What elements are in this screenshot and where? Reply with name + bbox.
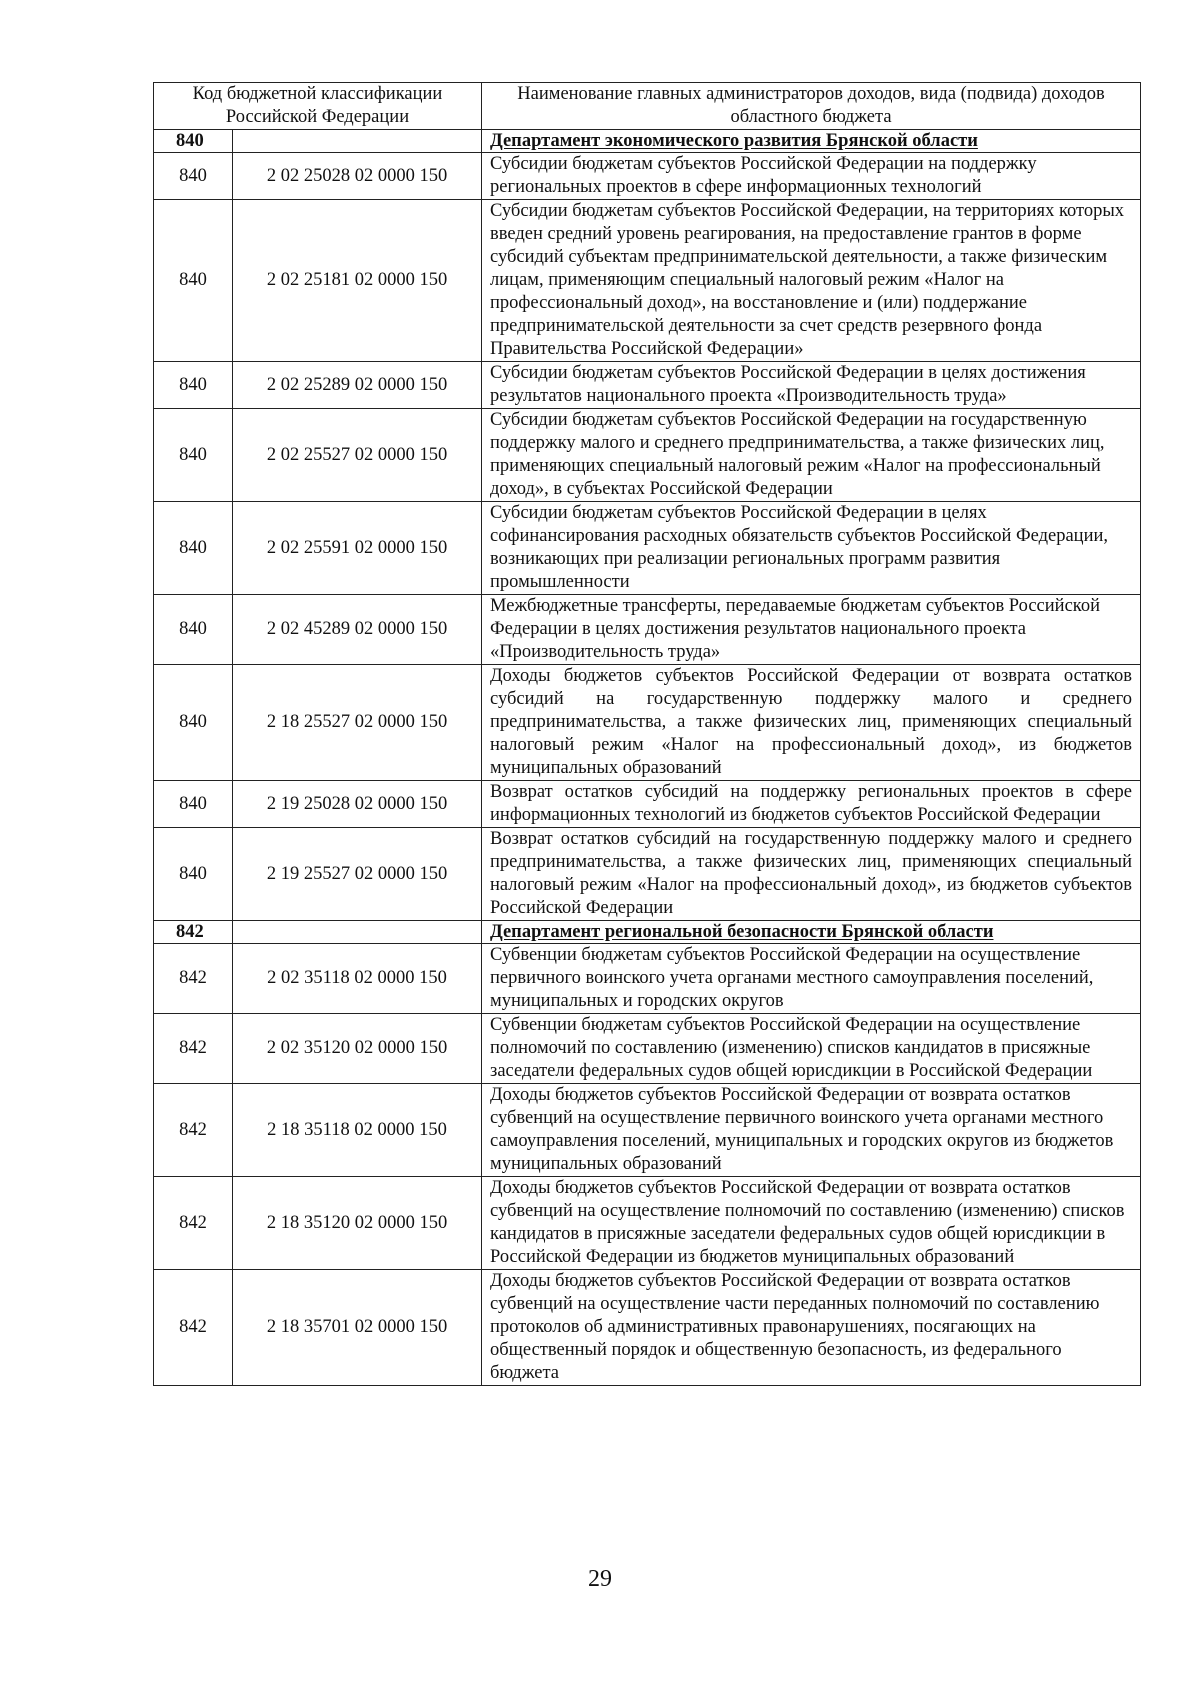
table-row — [154, 944, 1141, 1014]
admin-code-cell: 840 — [154, 153, 233, 200]
table-row — [154, 595, 1141, 665]
budget-code-cell: 2 18 35118 02 0000 150 — [233, 1084, 482, 1177]
table-row — [154, 409, 1141, 502]
admin-code-cell: 840 — [154, 595, 233, 665]
header-code-column: Код бюджетной классификации Российской Федерации — [154, 83, 482, 130]
description-cell: Доходы бюджетов субъектов Российской Федерации от возврата остатков субсидий на государственную поддержку малого и среднего предпринимательства, а также физических лиц, применяющих специальный налоговый режим «Налог на профессиональный доход», из бюджетов муниципальных образований — [482, 665, 1141, 781]
table-row — [154, 362, 1141, 409]
description-cell: Субсидии бюджетам субъектов Российской Федерации в целях софинансирования расходных обязательств субъектов Российской Федерации, возникающих при реализации региональных программ развития промышленности — [482, 502, 1141, 595]
description-cell: Возврат остатков субсидий на поддержку региональных проектов в сфере информационных технологий из бюджетов субъектов Российской Федерации — [482, 781, 1141, 828]
admin-code-cell: 842 — [154, 921, 233, 944]
table-row — [154, 153, 1141, 200]
budget-code-cell — [233, 921, 482, 944]
budget-code-cell: 2 02 25527 02 0000 150 — [233, 409, 482, 502]
table-row — [154, 1177, 1141, 1270]
admin-code-cell: 842 — [154, 1084, 233, 1177]
table-header-row — [154, 83, 1141, 130]
admin-code-cell: 842 — [154, 1014, 233, 1084]
table-row — [154, 1270, 1141, 1386]
budget-code-cell: 2 02 45289 02 0000 150 — [233, 595, 482, 665]
revenue-table — [153, 82, 1141, 1386]
admin-code-cell: 840 — [154, 781, 233, 828]
admin-code-cell: 840 — [154, 130, 233, 153]
description-cell: Доходы бюджетов субъектов Российской Федерации от возврата остатков субвенций на осуществление полномочий по составлению (изменению) списков кандидатов в присяжные заседатели федеральных судов общей юрисдикции в Российской Федерации из бюджетов муниципальных образований — [482, 1177, 1141, 1270]
budget-code-cell: 2 02 35120 02 0000 150 — [233, 1014, 482, 1084]
budget-code-cell: 2 02 25181 02 0000 150 — [233, 200, 482, 362]
budget-code-cell: 2 18 35120 02 0000 150 — [233, 1177, 482, 1270]
header-name-column: Наименование главных администраторов доходов, вида (подвида) доходов областного бюджета — [482, 83, 1141, 130]
description-cell: Субвенции бюджетам субъектов Российской Федерации на осуществление первичного воинского учета органами местного самоуправления поселений, муниципальных и городских округов — [482, 944, 1141, 1014]
description-cell: Возврат остатков субсидий на государственную поддержку малого и среднего предпринимательства, а также физических лиц, применяющих специальный налоговый режим «Налог на профессиональный доход», из бюджетов субъектов Российской Федерации — [482, 828, 1141, 921]
budget-code-cell: 2 02 35118 02 0000 150 — [233, 944, 482, 1014]
admin-code-cell: 840 — [154, 828, 233, 921]
table-row — [154, 828, 1141, 921]
budget-code-cell: 2 18 35701 02 0000 150 — [233, 1270, 482, 1386]
description-cell: Доходы бюджетов субъектов Российской Федерации от возврата остатков субвенций на осуществление части переданных полномочий по составлению протоколов об административных правонарушениях, посягающих на общественный порядок и общественную безопасность, из федерального бюджета — [482, 1270, 1141, 1386]
table-row — [154, 200, 1141, 362]
document-page — [153, 82, 1140, 1386]
budget-code-cell: 2 02 25591 02 0000 150 — [233, 502, 482, 595]
description-cell: Субсидии бюджетам субъектов Российской Федерации на поддержку региональных проектов в сфере информационных технологий — [482, 153, 1141, 200]
admin-code-cell: 840 — [154, 200, 233, 362]
admin-code-cell: 840 — [154, 502, 233, 595]
admin-code-cell: 840 — [154, 665, 233, 781]
description-cell: Субсидии бюджетам субъектов Российской Федерации в целях достижения результатов национального проекта «Производительность труда» — [482, 362, 1141, 409]
description-cell: Доходы бюджетов субъектов Российской Федерации от возврата остатков субвенций на осуществление первичного воинского учета органами местного самоуправления поселений, муниципальных и городских округов из бюджетов муниципальных образований — [482, 1084, 1141, 1177]
admin-code-cell: 840 — [154, 362, 233, 409]
admin-code-cell: 840 — [154, 409, 233, 502]
department-row — [154, 130, 1141, 153]
description-cell: Департамент экономического развития Брянской области — [482, 130, 1141, 153]
budget-code-cell — [233, 130, 482, 153]
budget-code-cell: 2 19 25527 02 0000 150 — [233, 828, 482, 921]
description-cell: Субсидии бюджетам субъектов Российской Федерации на государственную поддержку малого и среднего предпринимательства, а также физических лиц, применяющих специальный налоговый режим «Налог на профессиональный доход», в субъектах Российской Федерации — [482, 409, 1141, 502]
description-cell: Межбюджетные трансферты, передаваемые бюджетам субъектов Российской Федерации в целях достижения результатов национального проекта «Производительность труда» — [482, 595, 1141, 665]
budget-code-cell: 2 02 25289 02 0000 150 — [233, 362, 482, 409]
budget-code-cell: 2 02 25028 02 0000 150 — [233, 153, 482, 200]
description-cell: Субсидии бюджетам субъектов Российской Федерации, на территориях которых введен средний уровень реагирования, на предоставление грантов в форме субсидий субъектам предпринимательской деятельности, а также физическим лицам, применяющим специальный налоговый режим «Налог на профессиональный доход», на восстановление и (или) поддержание предпринимательской деятельности за счет средств резервного фонда Правительства Российской Федерации» — [482, 200, 1141, 362]
admin-code-cell: 842 — [154, 1270, 233, 1386]
description-cell: Субвенции бюджетам субъектов Российской Федерации на осуществление полномочий по составлению (изменению) списков кандидатов в присяжные заседатели федеральных судов общей юрисдикции в Российской Федерации — [482, 1014, 1141, 1084]
table-row — [154, 1014, 1141, 1084]
department-row — [154, 921, 1141, 944]
table-row — [154, 1084, 1141, 1177]
budget-code-cell: 2 18 25527 02 0000 150 — [233, 665, 482, 781]
admin-code-cell: 842 — [154, 1177, 233, 1270]
admin-code-cell: 842 — [154, 944, 233, 1014]
budget-code-cell: 2 19 25028 02 0000 150 — [233, 781, 482, 828]
table-row — [154, 781, 1141, 828]
table-row — [154, 502, 1141, 595]
page-number: 29 — [588, 1566, 612, 1592]
description-cell: Департамент региональной безопасности Брянской области — [482, 921, 1141, 944]
table-row — [154, 665, 1141, 781]
